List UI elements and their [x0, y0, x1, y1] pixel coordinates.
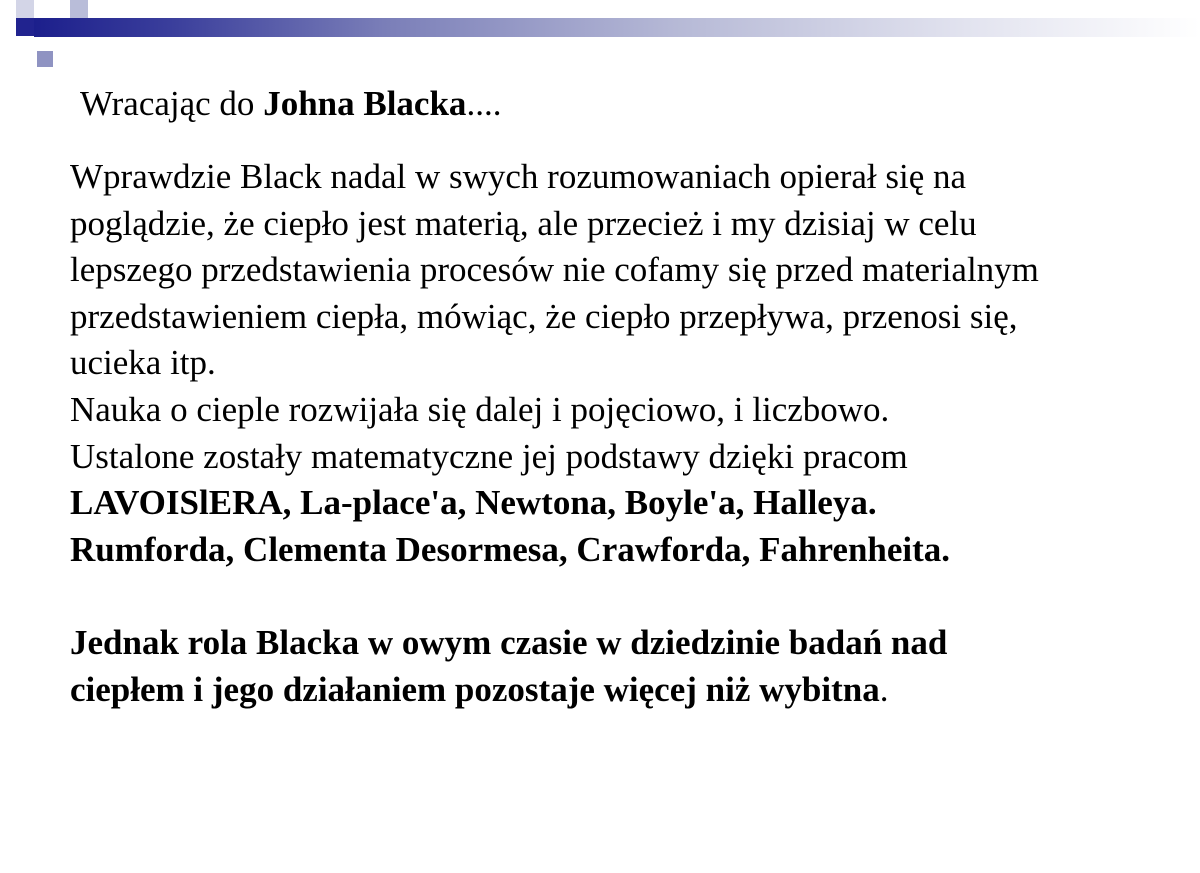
slide-body — [70, 154, 1170, 713]
body-line: lepszego przedstawienia procesów nie cofamy się przed materialnym — [70, 250, 1039, 290]
heading-suffix: .... — [466, 84, 502, 123]
body-line: Wprawdzie Black nadal w swych rozumowaniach opierał się na — [70, 157, 967, 196]
title-gradient-bar — [34, 18, 1200, 37]
body-line: Ustalone zostały matematyczne jej podstawy dzięki pracom — [70, 436, 908, 476]
heading-prefix: Wracając do — [80, 84, 264, 123]
heading-name: Johna Blacka — [263, 84, 467, 123]
decor-square — [0, 18, 16, 38]
body-line: przedstawieniem ciepła, mówiąc, że ciepło przepływa, przenosi się, — [70, 296, 1018, 336]
slide-heading — [80, 82, 501, 126]
conclusion-line: Jednak rola Blacka w owym czasie w dziedzinie badań nad — [70, 622, 948, 662]
body-line: poglądzie, że ciepło jest materią, ale przecież i my dzisiaj w celu — [70, 203, 977, 243]
conclusion-line: ciepłem i jego działaniem pozostaje więcej niż wybitna — [70, 669, 880, 709]
conclusion-period: . — [879, 669, 889, 709]
body-line: Nauka o cieple rozwijała się dalej i pojęciowo, i liczbowo. — [70, 389, 890, 429]
decor-square — [16, 18, 34, 36]
decor-square — [34, 37, 52, 51]
scientists-line: LAVOISlERA, La-place'a, Newtona, Boyle'a, Halleya. — [70, 483, 877, 523]
body-line: ucieka itp. — [70, 343, 216, 383]
decor-square — [37, 51, 53, 67]
decor-square — [16, 0, 34, 18]
decor-square — [70, 0, 88, 18]
conclusion-line-wrapper — [70, 667, 1170, 714]
paragraph-gap — [70, 573, 1170, 620]
scientists-line: Rumforda, Clementa Desormesa, Crawforda, Fahrenheita. — [70, 529, 951, 569]
